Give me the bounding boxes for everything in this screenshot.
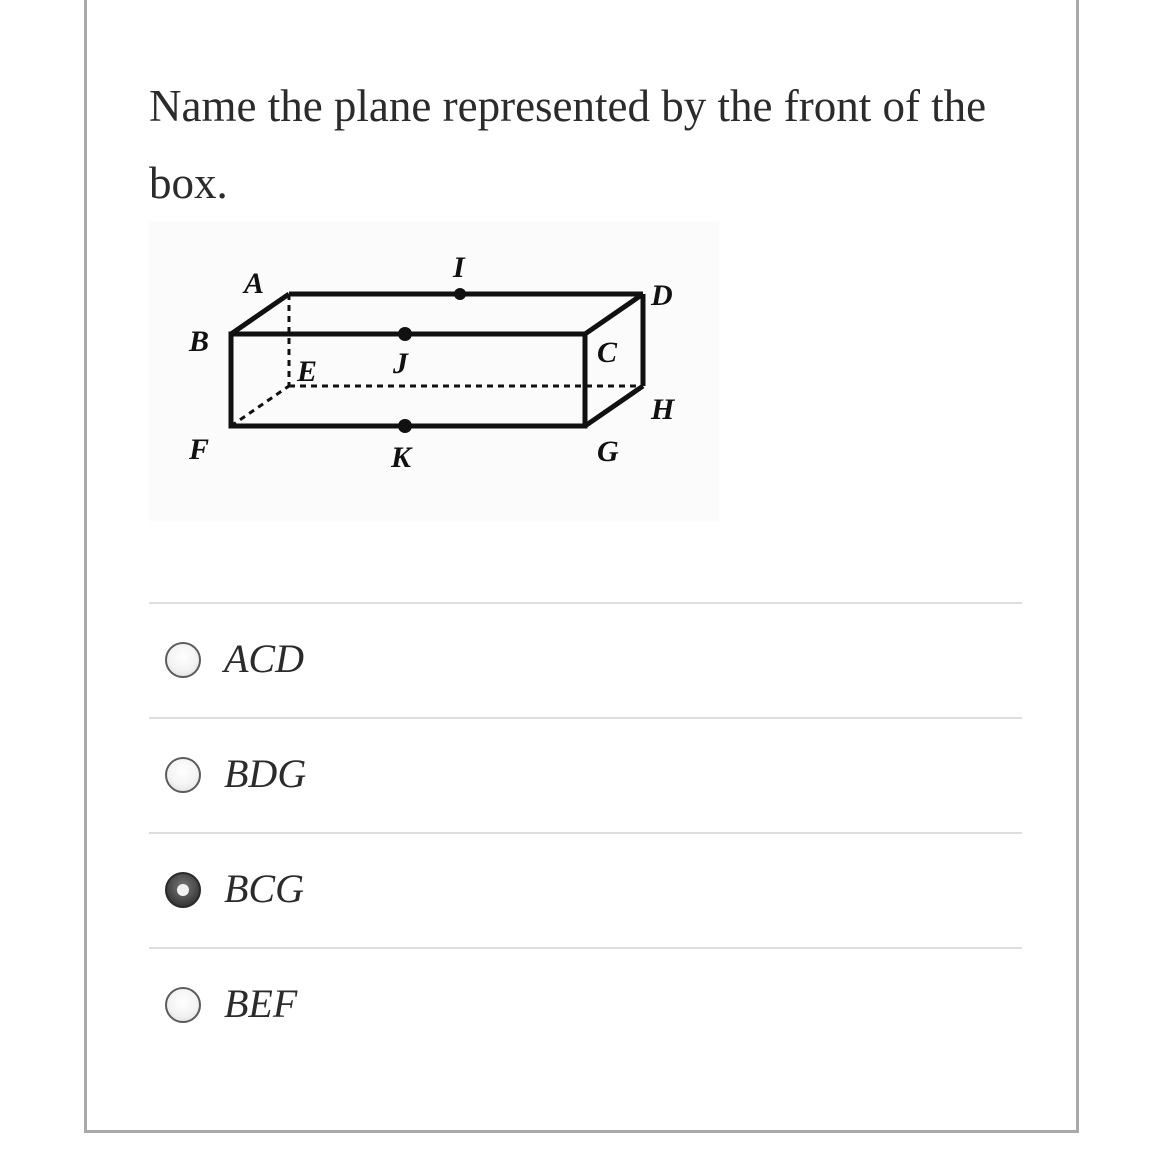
label-g: G — [597, 435, 619, 468]
box-diagram-svg — [149, 221, 719, 521]
label-f: F — [189, 433, 210, 466]
label-i: I — [453, 251, 465, 284]
front-face — [231, 334, 585, 426]
choice-acd[interactable] — [149, 602, 1022, 717]
point-j — [398, 327, 412, 341]
label-d: D — [651, 279, 673, 312]
edge-top-left — [231, 294, 289, 334]
choice-bcg[interactable] — [149, 832, 1022, 947]
radio-button-acd[interactable] — [165, 642, 201, 678]
edge-bottom-right — [585, 386, 643, 426]
label-k: K — [391, 441, 412, 474]
label-b: B — [189, 325, 210, 358]
hidden-edge-bottom-left — [231, 386, 289, 426]
label-j: J — [393, 347, 408, 380]
label-e: E — [297, 355, 318, 388]
radio-button-bcg-selected[interactable] — [165, 872, 201, 908]
choice-label-bcg[interactable]: BCG — [224, 866, 304, 911]
point-i — [454, 288, 466, 300]
choice-label-bef[interactable]: BEF — [224, 981, 298, 1026]
question-text: Name the plane represented by the front of the box. — [149, 81, 987, 208]
choice-bdg[interactable] — [149, 717, 1022, 832]
edge-top-right — [585, 294, 643, 334]
answer-choices — [149, 602, 1022, 1062]
point-k — [398, 419, 412, 433]
box-diagram — [149, 221, 719, 521]
label-a: A — [244, 267, 265, 300]
choice-label-acd[interactable]: ACD — [224, 636, 304, 681]
choice-bef[interactable] — [149, 947, 1022, 1062]
radio-button-bef[interactable] — [165, 987, 201, 1023]
label-c: C — [597, 336, 618, 369]
choice-label-bdg[interactable]: BDG — [224, 751, 307, 796]
label-h: H — [651, 393, 675, 426]
radio-button-bdg[interactable] — [165, 757, 201, 793]
question-card — [84, 0, 1079, 1133]
